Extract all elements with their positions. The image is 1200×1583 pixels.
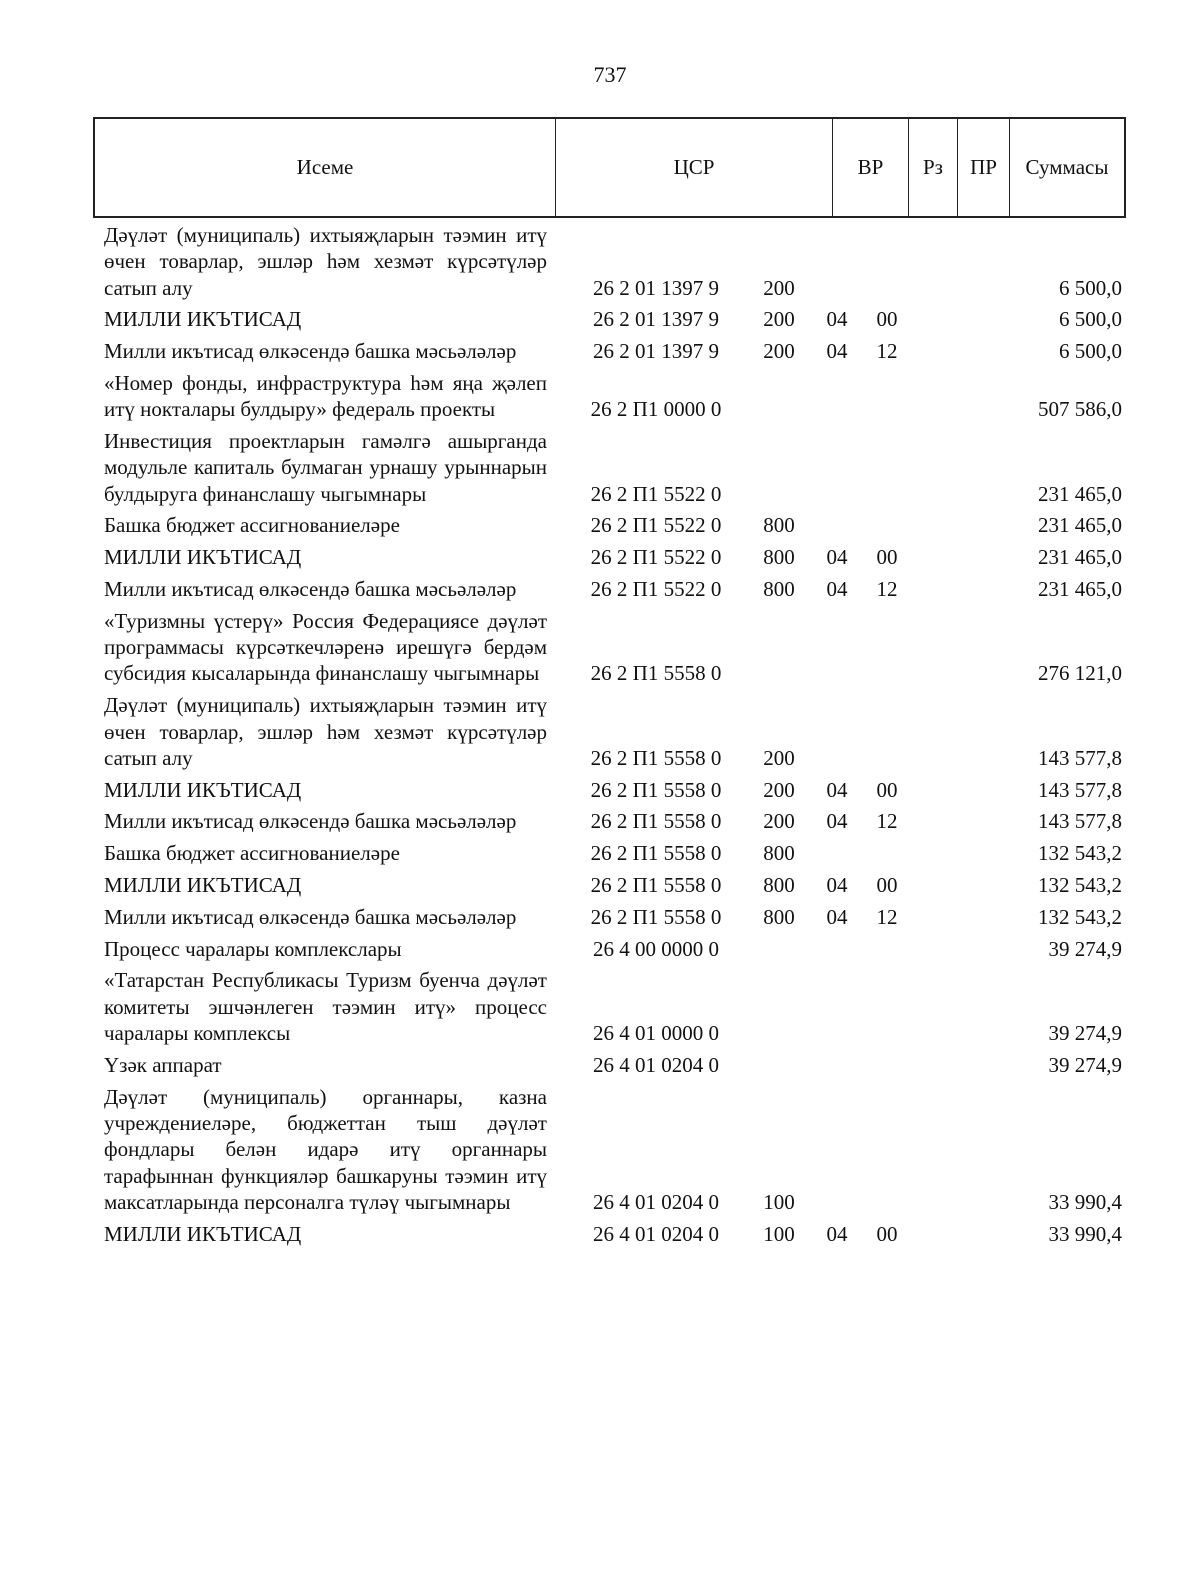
table-row <box>104 872 1128 898</box>
cell-rz: 04 <box>826 545 848 570</box>
cell-sum: 231 465,0 <box>1038 513 1122 538</box>
cell-name: Процесс чаралары комплекслары <box>104 936 402 961</box>
cell-name: Башка бюджет ассигнованиеләре <box>104 513 400 538</box>
table-row <box>104 512 1128 538</box>
table-row <box>104 840 1128 866</box>
cell-pr: 12 <box>876 339 898 364</box>
cell-name: «Туризмны үстерү» Россия Федерациясе дәүләт программасы күрсәткечләренә ирешүгә бердәм субсидия кысаларында финанслашу чыгымнары <box>104 608 547 686</box>
cell-csr: 26 2 01 1397 9 <box>593 339 719 364</box>
cell-csr: 26 2 П1 5522 0 <box>590 481 722 506</box>
cell-csr: 26 2 П1 5558 0 <box>590 809 722 834</box>
cell-sum: 33 990,4 <box>1048 1221 1122 1246</box>
cell-csr: 26 4 01 0000 0 <box>593 1021 719 1046</box>
header-csr: ЦСР <box>556 119 833 216</box>
cell-pr: 12 <box>876 577 898 602</box>
cell-csr: 26 2 П1 5558 0 <box>590 841 722 866</box>
table-row <box>104 777 1128 803</box>
cell-vr: 800 <box>763 904 795 929</box>
cell-vr: 100 <box>763 1189 795 1214</box>
cell-sum: 39 274,9 <box>1048 1021 1122 1046</box>
cell-csr: 26 2 01 1397 9 <box>593 307 719 332</box>
cell-name: Милли икътисад өлкәсендә башка мәсьәләләр <box>104 809 517 834</box>
header-sum: Суммасы <box>1025 155 1109 179</box>
cell-vr: 800 <box>763 577 795 602</box>
cell-sum: 143 577,8 <box>1038 777 1122 802</box>
cell-name: Милли икътисад өлкәсендә башка мәсьәләләр <box>104 577 517 602</box>
table-row <box>104 608 1128 687</box>
cell-csr: 26 4 01 0204 0 <box>593 1189 719 1214</box>
cell-vr: 200 <box>763 745 795 770</box>
cell-csr: 26 2 01 1397 9 <box>593 275 719 300</box>
cell-vr: 200 <box>763 809 795 834</box>
cell-vr: 200 <box>763 307 795 332</box>
page-number: 737 <box>593 62 627 87</box>
cell-csr: 26 2 П1 5558 0 <box>590 873 722 898</box>
cell-csr: 26 2 П1 5522 0 <box>590 513 722 538</box>
cell-rz: 04 <box>826 577 848 602</box>
cell-name: МИЛЛИ ИКЪТИСАД <box>104 307 302 332</box>
cell-vr: 200 <box>763 339 795 364</box>
header-rz: Рз <box>909 119 958 216</box>
cell-pr: 12 <box>876 904 898 929</box>
cell-pr: 00 <box>876 545 898 570</box>
cell-name: МИЛЛИ ИКЪТИСАД <box>104 545 302 570</box>
table-row <box>104 936 1128 962</box>
table-row <box>104 1052 1128 1078</box>
cell-name: Дәүләт (муниципаль) органнары, казна учреждениеләре, бюджеттан тыш дәүләт фондлары белән идарә итү органнары тарафыннан функцияләр башкаруны тәэмин итү максатларында персоналга түләү чыгымнары <box>104 1084 547 1214</box>
cell-rz: 04 <box>826 307 848 332</box>
cell-sum: 143 577,8 <box>1038 809 1122 834</box>
cell-vr: 200 <box>763 777 795 802</box>
cell-sum: 39 274,9 <box>1048 1052 1122 1077</box>
cell-vr: 800 <box>763 841 795 866</box>
header-vr: ВР <box>833 119 909 216</box>
table-row <box>104 967 1128 1046</box>
cell-sum: 276 121,0 <box>1038 661 1122 686</box>
cell-sum: 132 543,2 <box>1038 904 1122 929</box>
cell-csr: 26 4 00 0000 0 <box>593 936 719 961</box>
cell-csr: 26 2 П1 5558 0 <box>590 777 722 802</box>
cell-csr: 26 2 П1 5558 0 <box>590 661 722 686</box>
cell-sum: 6 500,0 <box>1059 339 1122 364</box>
cell-sum: 6 500,0 <box>1059 275 1122 300</box>
cell-csr: 26 2 П1 5522 0 <box>590 545 722 570</box>
header-name: Исеме <box>95 119 556 216</box>
cell-name: Милли икътисад өлкәсендә башка мәсьәләләр <box>104 339 517 364</box>
cell-rz: 04 <box>826 777 848 802</box>
cell-sum: 507 586,0 <box>1038 397 1122 422</box>
cell-csr: 26 2 П1 0000 0 <box>590 397 722 422</box>
cell-sum: 231 465,0 <box>1038 577 1122 602</box>
table-row <box>104 692 1128 771</box>
header-pr: ПР <box>958 119 1010 216</box>
cell-name: МИЛЛИ ИКЪТИСАД <box>104 873 302 898</box>
cell-sum: 6 500,0 <box>1059 307 1122 332</box>
cell-vr: 800 <box>763 513 795 538</box>
table-row <box>104 222 1128 301</box>
table-row <box>104 808 1128 834</box>
cell-sum: 39 274,9 <box>1048 936 1122 961</box>
cell-name: Дәүләт (муниципаль) ихтыяҗларын тәэмин итү өчен товарлар, эшләр һәм хезмәт күрсәтүләр сатып алу <box>104 223 547 300</box>
table-row <box>104 904 1128 930</box>
cell-vr: 200 <box>763 275 795 300</box>
cell-name: «Татарстан Республикасы Туризм буенча дәүләт комитеты эшчәнлеген тәэмин итү» процесс чаралары комплексы <box>104 968 547 1046</box>
cell-sum: 132 543,2 <box>1038 841 1122 866</box>
table-body <box>104 222 1128 1247</box>
cell-csr: 26 4 01 0204 0 <box>593 1052 719 1077</box>
cell-sum: 33 990,4 <box>1048 1189 1122 1214</box>
cell-vr: 100 <box>763 1221 795 1246</box>
table-row <box>104 306 1128 332</box>
cell-vr: 800 <box>763 873 795 898</box>
table-row <box>104 576 1128 602</box>
cell-name: «Номер фонды, инфраструктура һәм яңа җәлеп итү нокталары булдыру» федераль проекты <box>104 370 547 422</box>
cell-sum: 231 465,0 <box>1038 545 1122 570</box>
table-header <box>93 117 1126 218</box>
cell-name: Инвестиция проектларын гамәлгә ашырганда модульле капиталь булмаган урнашу урыннарын булдыруга финанслашу чыгымнары <box>104 429 547 506</box>
cell-name: Башка бюджет ассигнованиеләре <box>104 841 400 866</box>
cell-rz: 04 <box>826 339 848 364</box>
cell-vr: 800 <box>763 545 795 570</box>
cell-name: МИЛЛИ ИКЪТИСАД <box>104 777 302 802</box>
cell-pr: 00 <box>876 777 898 802</box>
cell-rz: 04 <box>826 904 848 929</box>
cell-csr: 26 2 П1 5558 0 <box>590 904 722 929</box>
table-row <box>104 1221 1128 1247</box>
table-row <box>104 1084 1128 1215</box>
cell-pr: 12 <box>876 809 898 834</box>
table-row <box>104 338 1128 364</box>
cell-rz: 04 <box>826 809 848 834</box>
table-row <box>104 428 1128 507</box>
cell-csr: 26 4 01 0204 0 <box>593 1221 719 1246</box>
cell-name: Үзәк аппарат <box>104 1052 222 1077</box>
cell-rz: 04 <box>826 1221 848 1246</box>
cell-pr: 00 <box>876 1221 898 1246</box>
cell-sum: 231 465,0 <box>1038 481 1122 506</box>
cell-sum: 132 543,2 <box>1038 873 1122 898</box>
cell-pr: 00 <box>876 873 898 898</box>
table-row <box>104 544 1128 570</box>
cell-sum: 143 577,8 <box>1038 745 1122 770</box>
cell-csr: 26 2 П1 5558 0 <box>590 745 722 770</box>
cell-pr: 00 <box>876 307 898 332</box>
cell-name: Дәүләт (муниципаль) ихтыяҗларын тәэмин итү өчен товарлар, эшләр һәм хезмәт күрсәтүләр сатып алу <box>104 693 547 770</box>
cell-name: МИЛЛИ ИКЪТИСАД <box>104 1221 302 1246</box>
table-row <box>104 370 1128 423</box>
cell-csr: 26 2 П1 5522 0 <box>590 577 722 602</box>
cell-rz: 04 <box>826 873 848 898</box>
cell-name: Милли икътисад өлкәсендә башка мәсьәләләр <box>104 904 517 929</box>
